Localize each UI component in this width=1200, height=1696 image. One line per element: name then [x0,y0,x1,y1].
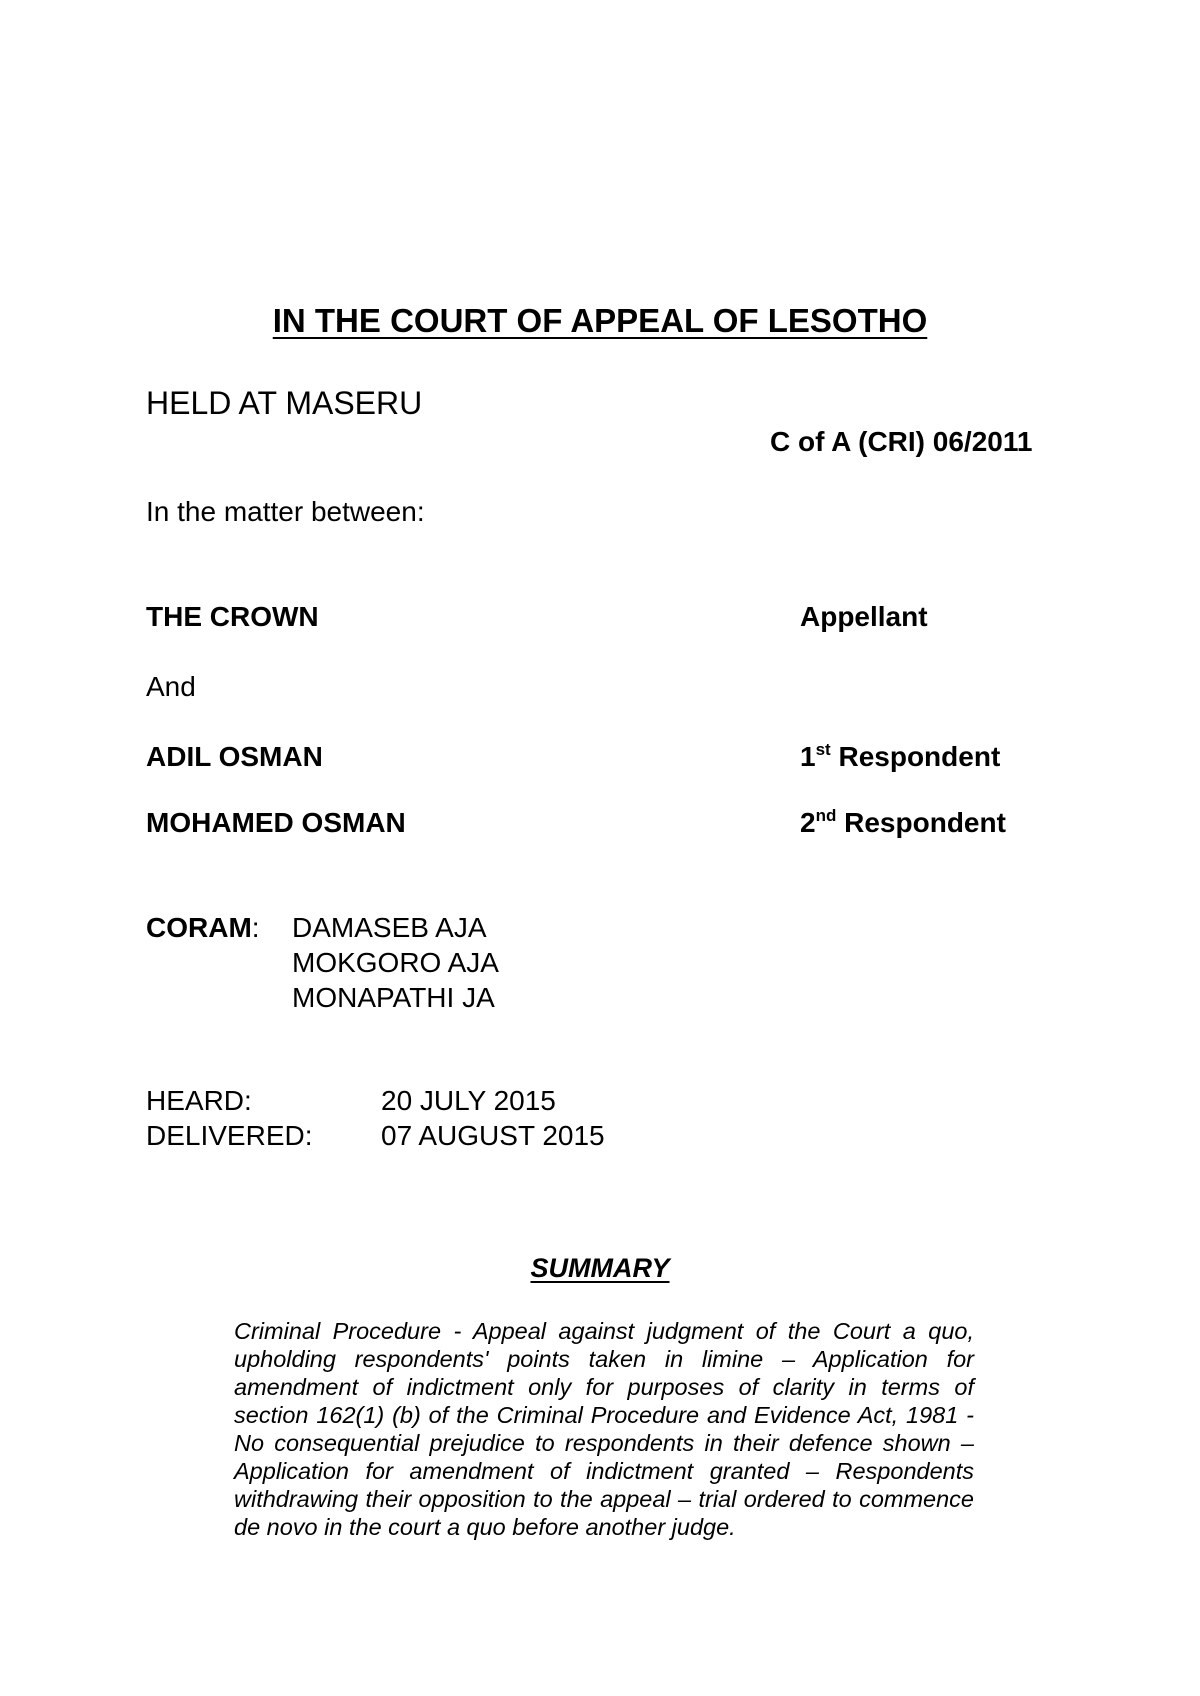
appellant-role: Appellant [800,601,928,632]
summary-title: SUMMARY [530,1253,670,1283]
coram-label-text: CORAM [146,912,252,943]
ordinal-number: 1 [800,741,816,772]
delivered-label: DELIVERED: [146,1120,313,1151]
second-respondent-role [800,807,1006,839]
held-at-location: HELD AT MASERU [146,385,423,421]
party-conjunction: And [146,671,196,702]
summary-text: Criminal Procedure - Appeal against judgment of the Court a quo, upholding respondents' points taken in limine – Application for amendment of indictment only for purposes of clarity in terms of section 162(1) (b) of the Criminal Procedure and Evidence Act, 1981 - No consequential prejudice to respondents in their defence shown – Application for amendment of indictment granted – Respondents withdrawing their opposition to the appeal – trial ordered to commence de novo in the court a quo before another judge. [234,1318,974,1540]
first-respondent-role [800,741,1000,773]
court-title: IN THE COURT OF APPEAL OF LESOTHO [272,302,928,339]
role-label: Respondent [838,741,1001,772]
heard-date: 20 JULY 2015 [381,1085,556,1116]
case-number: C of A (CRI) 06/2011 [770,426,1033,457]
judge-2: MOKGORO AJA [292,947,499,978]
matter-intro: In the matter between: [146,496,425,527]
second-respondent-name: MOHAMED OSMAN [146,807,406,838]
ordinal-suffix: nd [815,806,837,825]
first-respondent-name: ADIL OSMAN [146,741,323,772]
delivered-date: 07 AUGUST 2015 [381,1120,605,1151]
appellant-name: THE CROWN [146,601,319,632]
coram-label: CORAM: [146,912,260,943]
role-label: Respondent [844,807,1006,838]
judge-1: DAMASEB AJA [292,912,487,943]
ordinal-suffix: st [815,740,831,759]
ordinal-number: 2 [800,807,816,838]
heard-label: HEARD: [146,1085,252,1116]
judge-3: MONAPATHI JA [292,982,495,1013]
